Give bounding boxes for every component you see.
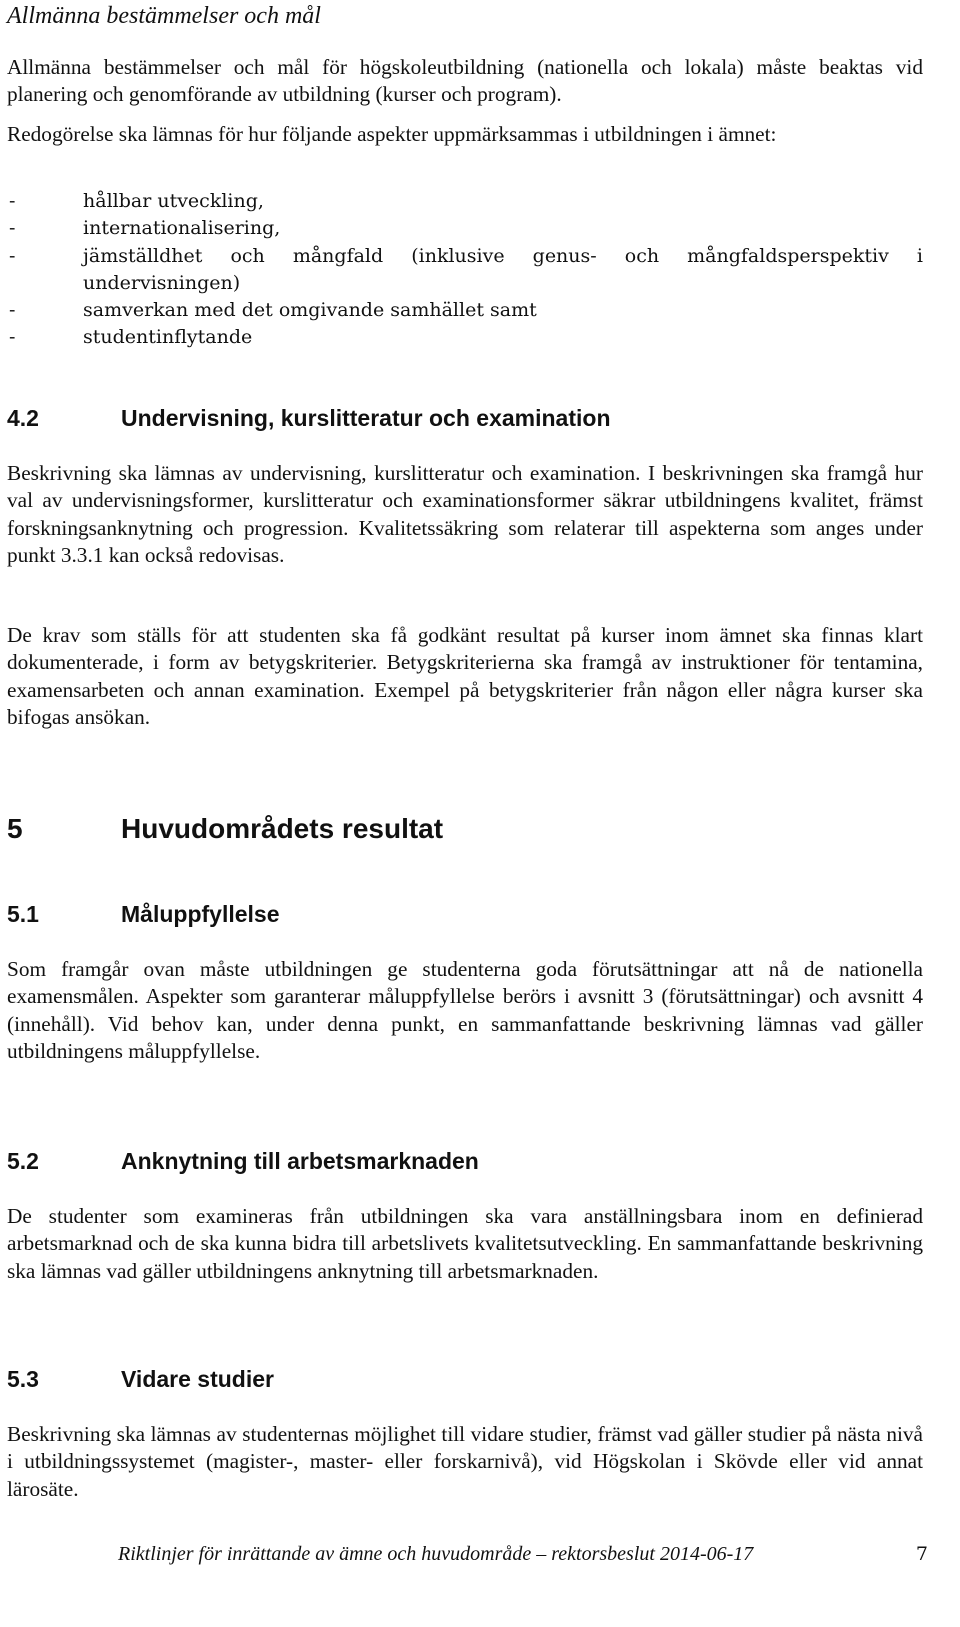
section-title: Huvudområdets resultat (121, 813, 444, 844)
section-title: Vidare studier (121, 1366, 274, 1392)
intro-paragraph-1: Allmänna bestämmelser och mål för högskoleutbildning (nationella och lokala) måste beaktas vid planering och genomförande av utbildning (kurser och program). (7, 55, 923, 107)
list-item: - hållbar utveckling, (9, 190, 264, 212)
section-number: 4.2 (7, 405, 39, 431)
section-header: Allmänna bestämmelser och mål (7, 3, 321, 29)
list-item: - jämställdhet och mångfald (inklusive genus- och mångfaldsperspektiv i undervisningen) (9, 244, 923, 294)
list-item: - studentinflytande (9, 326, 253, 349)
section-number: 5.2 (7, 1148, 39, 1174)
section-number: 5.3 (7, 1366, 39, 1392)
section-heading-5-1 (7, 900, 923, 928)
section-heading-4-2 (7, 404, 923, 432)
page-number: 7 (915, 1543, 928, 1565)
section-heading-5-2 (7, 1147, 923, 1175)
section-5-1-paragraph: Som framgår ovan måste utbildningen ge studenterna goda förutsättningar att nå de nationella examensmålen. Aspekter som garanterar måluppfyllelse berörs i avsnitt 3 (förutsättningar) och avsnitt 4 (innehåll). Vid behov kan, under denna punkt, en sammanfattande beskrivning lämnas vad gäller utbildningens måluppfyllelse. (7, 957, 923, 1063)
section-heading-5 (7, 812, 923, 846)
section-title: Undervisning, kurslitteratur och examination (121, 405, 611, 431)
section-4-2-paragraph-1: Beskrivning ska lämnas av undervisning, kurslitteratur och examination. I beskrivningen ska framgå hur val av undervisningsformer, kurslitteratur och examinationsformer säkrar utbildningens kvalitet, främst forskningsanknytning och progression. Kvalitetssäkring som relaterar till aspekterna som anges under punkt 3.3.1 kan också redovisas. (7, 461, 923, 567)
footer-text: Riktlinjer för inrättande av ämne och huvudområde – rektorsbeslut 2014-06-17 (118, 1543, 754, 1565)
section-heading-5-3 (7, 1365, 923, 1393)
list-item: - samverkan med det omgivande samhället samt (9, 299, 537, 322)
section-4-2-paragraph-2: De krav som ställs för att studenten ska få godkänt resultat på kurser inom ämnet ska finnas klart dokumenterade, i form av betygskriterier. Betygskriterierna ska framgå av instruktioner för tentamina, examensarbeten och annan examination. Exempel på betygskriterier från någon eller några kurser ska bifogas ansökan. (7, 623, 923, 729)
section-number: 5.1 (7, 901, 39, 927)
aspect-list (7, 188, 923, 352)
list-item: - internationalisering, (9, 217, 281, 240)
section-title: Anknytning till arbetsmarknaden (121, 1148, 479, 1174)
section-5-3-paragraph: Beskrivning ska lämnas av studenternas möjlighet till vidare studier, främst vad gäller studier på nästa nivå i utbildningssystemet (magister-, master- eller forskarnivå), vid Högskolan i Skövde eller vid annat lärosäte. (7, 1422, 923, 1501)
intro-paragraph-2: Redogörelse ska lämnas för hur följande aspekter uppmärksammas i utbildningen i ämnet: (7, 122, 777, 146)
section-5-2-paragraph: De studenter som examineras från utbildningen ska vara anställningsbara inom en definierad arbetsmarknad och de ska kunna bidra till arbetslivets kvalitetsutveckling. En sammanfattande beskrivning ska lämnas vad gäller utbildningens anknytning till arbetsmarknaden. (7, 1204, 923, 1283)
section-number: 5 (7, 813, 23, 844)
section-title: Måluppfyllelse (121, 901, 280, 927)
page-footer (118, 1540, 928, 1568)
